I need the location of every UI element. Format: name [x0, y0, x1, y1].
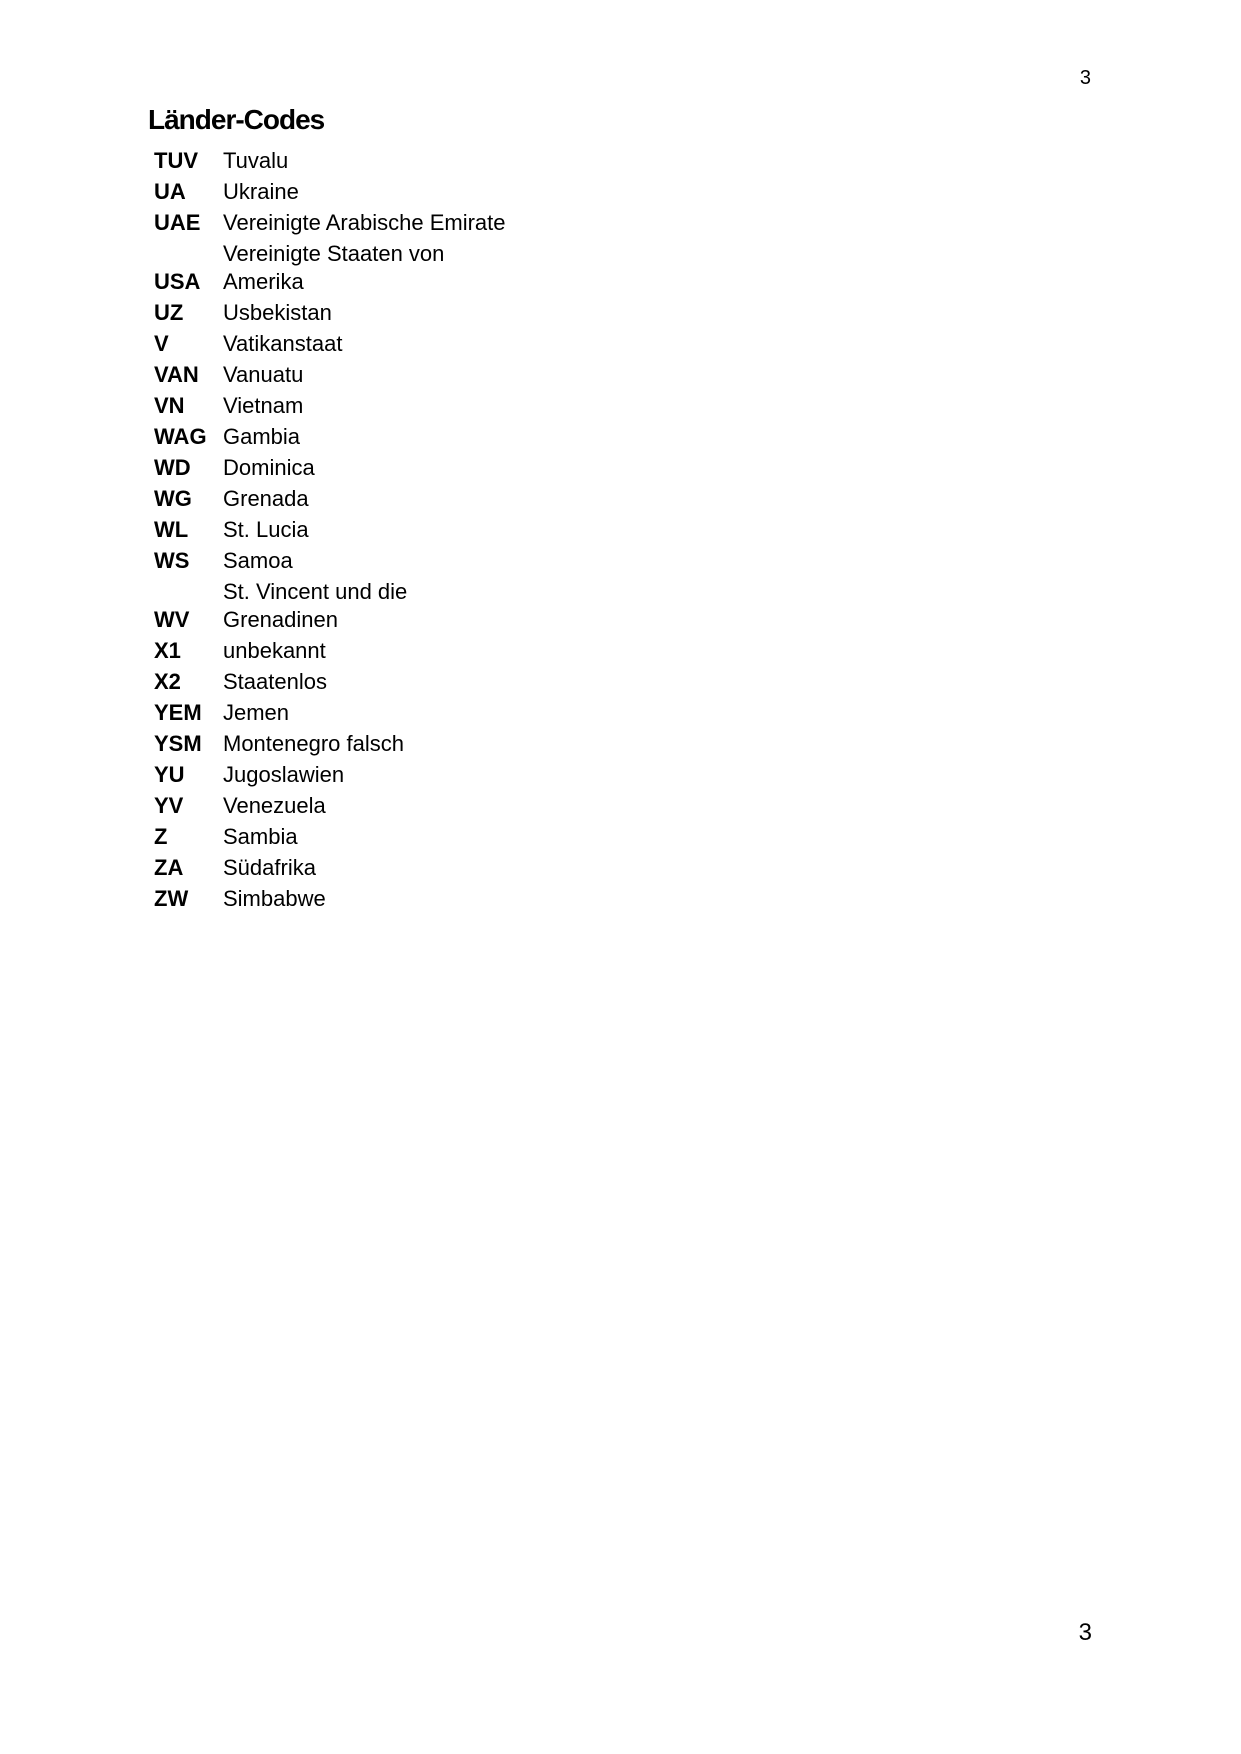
country-name — [223, 209, 506, 237]
country-name — [223, 178, 299, 206]
country-code-row — [154, 485, 506, 513]
country-name — [223, 885, 326, 913]
country-code: UA — [154, 179, 186, 204]
country-code: WG — [154, 486, 192, 511]
country-code-row — [154, 299, 506, 327]
country-name — [223, 547, 293, 575]
country-code: YU — [154, 762, 185, 787]
country-code-list — [154, 147, 506, 916]
country-code-row — [154, 885, 506, 913]
country-name — [223, 454, 315, 482]
country-name-line: Samoa — [223, 548, 293, 573]
country-code-row — [154, 854, 506, 882]
country-name — [223, 578, 407, 634]
country-code: UZ — [154, 300, 184, 325]
country-code: WD — [154, 455, 191, 480]
header-page-number: 3 — [1079, 67, 1091, 89]
country-name — [223, 699, 289, 727]
country-name-line: Dominica — [223, 455, 315, 480]
country-code: YSM — [154, 731, 202, 756]
country-code-row — [154, 178, 506, 206]
country-name — [223, 423, 300, 451]
country-name-line: Usbekistan — [223, 300, 332, 325]
country-code: TUV — [154, 148, 198, 173]
country-code-row — [154, 454, 506, 482]
country-code: WV — [154, 607, 190, 632]
country-name-line: Simbabwe — [223, 886, 326, 911]
country-name — [223, 668, 327, 696]
country-name — [223, 361, 303, 389]
country-name-line: St. Vincent und die — [223, 579, 408, 604]
country-code: UAE — [154, 210, 201, 235]
country-name — [223, 637, 326, 665]
country-name-line: unbekannt — [223, 638, 326, 663]
country-name — [223, 761, 344, 789]
footer-page-number: 3 — [1078, 1619, 1092, 1646]
country-name-line: Grenadinen — [223, 607, 338, 632]
country-name-line: Vietnam — [223, 393, 304, 418]
country-name-line: Montenegro falsch — [223, 731, 404, 756]
country-code-row — [154, 147, 506, 175]
country-code: ZW — [154, 886, 189, 911]
country-code: X1 — [154, 638, 181, 663]
country-name-line: Grenada — [223, 486, 309, 511]
country-name-line: Tuvalu — [223, 148, 289, 173]
country-name — [223, 299, 332, 327]
country-name-line: Venezuela — [223, 793, 326, 818]
country-code: WS — [154, 548, 190, 573]
country-code: VAN — [154, 362, 199, 387]
country-code-row — [154, 730, 506, 758]
country-name — [223, 392, 303, 420]
country-name-line: Südafrika — [223, 855, 316, 880]
country-code: V — [154, 331, 169, 356]
country-code-row — [154, 392, 506, 420]
country-code: X2 — [154, 669, 181, 694]
country-name-line: Vereinigte Arabische Emirate — [223, 210, 506, 235]
country-code-row — [154, 578, 506, 634]
country-name — [223, 516, 309, 544]
country-name-line: Staatenlos — [223, 669, 327, 694]
country-code: YV — [154, 793, 184, 818]
country-name — [223, 792, 326, 820]
country-name-line: St. Lucia — [223, 517, 309, 542]
country-name-line: Vanuatu — [223, 362, 304, 387]
country-code-row — [154, 761, 506, 789]
country-name-line: Amerika — [223, 269, 304, 294]
country-name — [223, 485, 309, 513]
country-code-row — [154, 637, 506, 665]
country-code-row — [154, 792, 506, 820]
country-name-line: Vereinigte Staaten von — [223, 241, 445, 266]
country-code-row — [154, 330, 506, 358]
country-name-line: Ukraine — [223, 179, 299, 204]
country-name-line: Gambia — [223, 424, 301, 449]
country-code-row — [154, 423, 506, 451]
country-code: USA — [154, 269, 201, 294]
country-name-line: Vatikanstaat — [223, 331, 343, 356]
country-name — [223, 147, 288, 175]
country-code-row — [154, 240, 506, 296]
country-code-row — [154, 516, 506, 544]
country-name — [223, 730, 404, 758]
country-code: VN — [154, 393, 185, 418]
country-name-line: Sambia — [223, 824, 298, 849]
country-code: WAG — [154, 424, 207, 449]
country-code: Z — [154, 824, 168, 849]
country-code-row — [154, 668, 506, 696]
country-code: WL — [154, 517, 189, 542]
country-code-row — [154, 699, 506, 727]
country-code: ZA — [154, 855, 184, 880]
country-name — [223, 240, 444, 296]
country-code-row — [154, 547, 506, 575]
country-code-row — [154, 361, 506, 389]
country-code: YEM — [154, 700, 202, 725]
country-code-row — [154, 823, 506, 851]
country-name-line: Jemen — [223, 700, 290, 725]
country-code-row — [154, 209, 506, 237]
page-title: Länder-Codes — [148, 103, 325, 135]
country-name — [223, 823, 298, 851]
country-name — [223, 854, 316, 882]
country-name-line: Jugoslawien — [223, 762, 345, 787]
country-name — [223, 330, 342, 358]
